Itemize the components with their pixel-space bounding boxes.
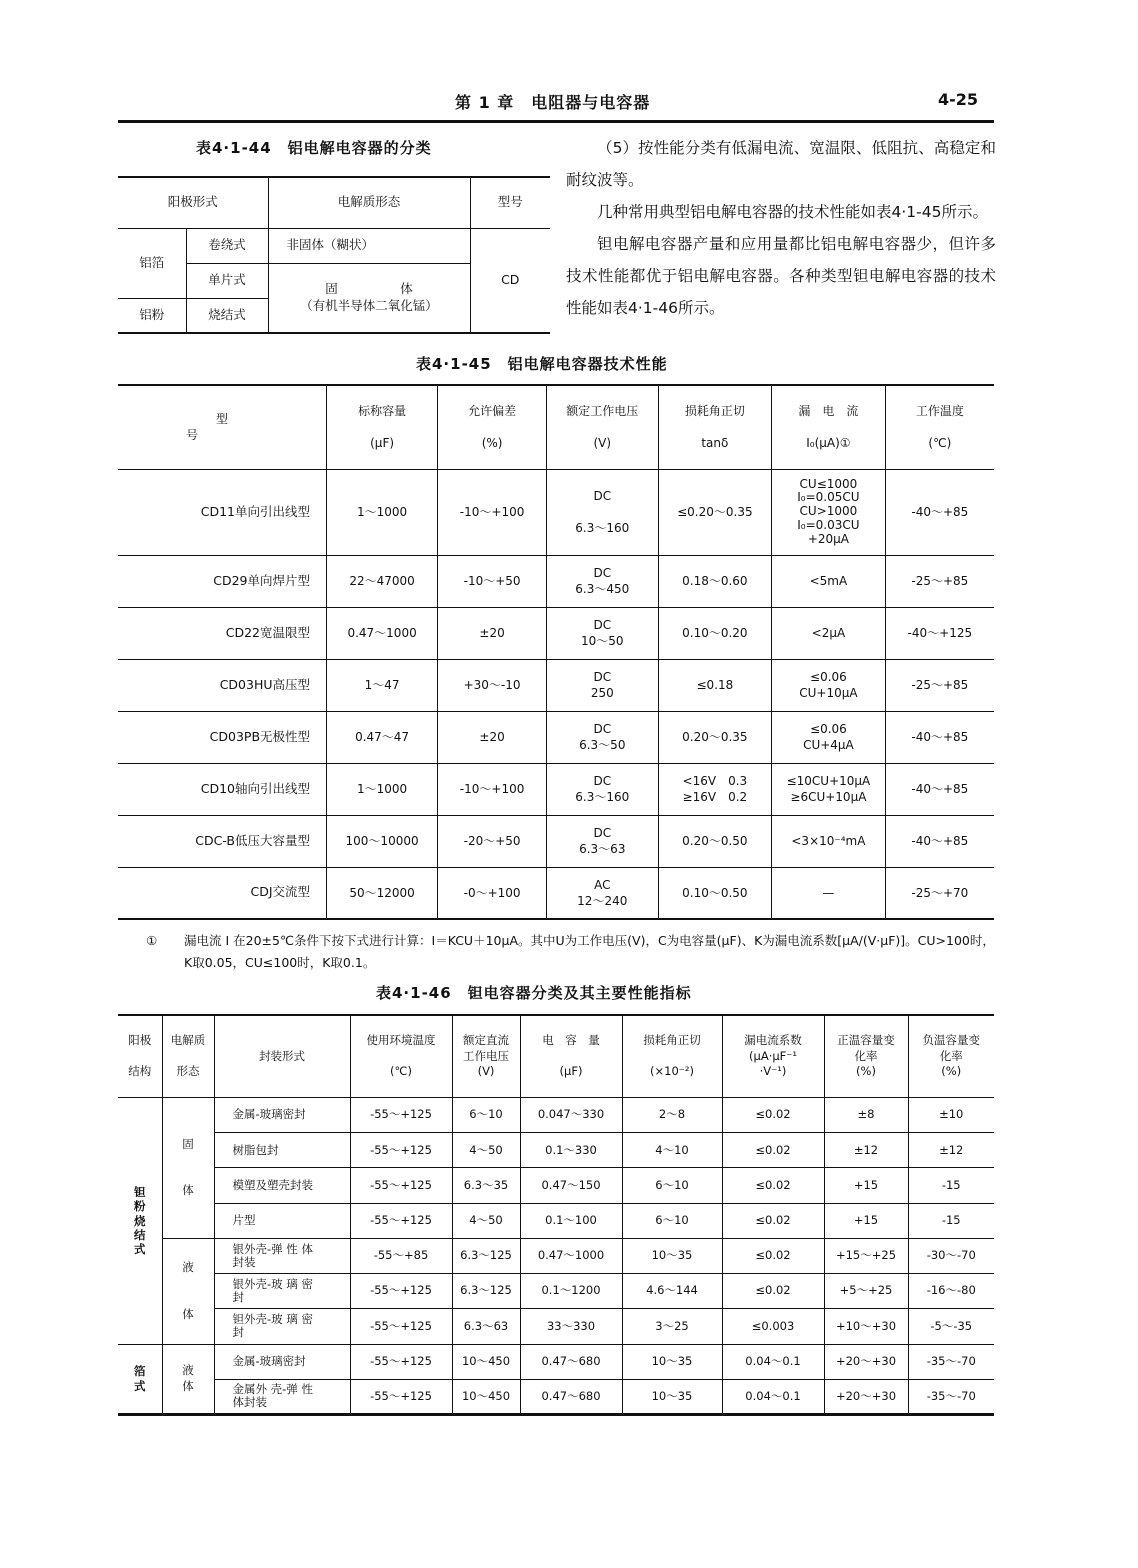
t46-package-cell: 树脂包封: [214, 1133, 350, 1168]
t45-value-cell: <2μA: [772, 607, 885, 659]
t46-value-cell: 0.47～1000: [520, 1238, 622, 1273]
t45-value-cell: —: [772, 867, 885, 919]
t46-value-cell: 6～10: [622, 1168, 722, 1203]
t45-value-cell: ±20: [438, 711, 547, 763]
t45-model-cell: CD03HU高压型: [118, 659, 327, 711]
t46-header-cell: 使用环境温度 (℃): [350, 1015, 452, 1098]
t46-value-cell: 10～35: [622, 1238, 722, 1273]
t45-value-cell: DC 10～50: [547, 607, 659, 659]
t46-value-cell: -30～-70: [908, 1238, 994, 1273]
table-46-title: 表4·1-46 钽电容器分类及其主要性能指标: [376, 984, 692, 1002]
table-row: [118, 659, 994, 711]
t46-value-cell: -15: [908, 1203, 994, 1238]
t46-value-cell: 10～450: [452, 1344, 520, 1379]
t45-value-cell: 0.47～47: [327, 711, 438, 763]
t46-header-cell: 封装形式: [214, 1015, 350, 1098]
t45-value-cell: 1～47: [327, 659, 438, 711]
t46-value-cell: 0.047～330: [520, 1098, 622, 1133]
t46-package-cell: 金属外 壳-弹 性 体封装: [214, 1379, 350, 1414]
t46-value-cell: 6～10: [622, 1203, 722, 1238]
table-row: [118, 1379, 994, 1414]
t45-value-cell: -40～+85: [885, 815, 994, 867]
t45-model-cell: CD22宽温限型: [118, 607, 327, 659]
t46-package-cell: 模塑及塑壳封装: [214, 1168, 350, 1203]
table-row: [118, 1168, 994, 1203]
t46-value-cell: -55～+125: [350, 1309, 452, 1344]
t45-value-cell: ≤0.06 CU+10μA: [772, 659, 885, 711]
footnote-mark: ①: [146, 933, 158, 948]
t45-header-cell: 损耗角正切 tanδ: [658, 385, 772, 469]
t46-anode-powder: 钽 粉 烧 结 式: [118, 1098, 162, 1345]
t45-value-cell: ≤0.06 CU+4μA: [772, 711, 885, 763]
table-row: [118, 1098, 994, 1133]
t46-value-cell: 6.3～63: [452, 1309, 520, 1344]
t46-electrolyte-liquid: 液 体: [162, 1238, 214, 1344]
t46-value-cell: 0.1～330: [520, 1133, 622, 1168]
t44-single: 单片式: [186, 263, 268, 298]
t45-value-cell: -20～+50: [438, 815, 547, 867]
t46-value-cell: 4～10: [622, 1133, 722, 1168]
t46-header-cell: 漏电流系数 (μA·μF⁻¹ ·V⁻¹): [722, 1015, 824, 1098]
t46-header-cell: 阳极 结构: [118, 1015, 162, 1098]
t46-value-cell: 33～330: [520, 1309, 622, 1344]
t46-package-cell: 银外壳-玻 璃 密 封: [214, 1274, 350, 1309]
t45-value-cell: -0～+100: [438, 867, 547, 919]
t46-value-cell: ±8: [824, 1098, 908, 1133]
t46-value-cell: 0.47～680: [520, 1344, 622, 1379]
t46-value-cell: -5～-35: [908, 1309, 994, 1344]
table-row: [118, 1309, 994, 1344]
t46-value-cell: +15～+25: [824, 1238, 908, 1273]
t46-package-cell: 钽外壳-玻 璃 密 封: [214, 1309, 350, 1344]
table-44-title: 表4·1-44 铝电解电容器的分类: [196, 139, 432, 157]
t45-value-cell: -40～+85: [885, 711, 994, 763]
t46-value-cell: 2～8: [622, 1098, 722, 1133]
t46-value-cell: -35～-70: [908, 1379, 994, 1414]
t46-electrolyte-liquid: 液 体: [162, 1344, 214, 1414]
table-45: [118, 384, 994, 920]
t45-value-cell: <5mA: [772, 555, 885, 607]
t45-header-cell: 允许偏差 (%): [438, 385, 547, 469]
t46-value-cell: 0.04～0.1: [722, 1344, 824, 1379]
t46-value-cell: -55～+125: [350, 1274, 452, 1309]
t45-value-cell: -10～+50: [438, 555, 547, 607]
t45-value-cell: <3×10⁻⁴mA: [772, 815, 885, 867]
t45-value-cell: 0.20～0.50: [658, 815, 772, 867]
t45-value-cell: ±20: [438, 607, 547, 659]
t46-value-cell: -55～+85: [350, 1238, 452, 1273]
t46-value-cell: 0.47～150: [520, 1168, 622, 1203]
t46-package-cell: 片型: [214, 1203, 350, 1238]
t46-electrolyte-solid: 固 体: [162, 1098, 214, 1239]
page-number: 4-25: [938, 90, 979, 109]
t46-value-cell: 4～50: [452, 1133, 520, 1168]
t45-value-cell: -40～+85: [885, 763, 994, 815]
table-row: [118, 763, 994, 815]
t45-value-cell: DC 6.3～160: [547, 763, 659, 815]
t45-value-cell: -40～+85: [885, 469, 994, 555]
t45-header-cell: 额定工作电压 (V): [547, 385, 659, 469]
t45-value-cell: DC 6.3～50: [547, 711, 659, 763]
table-44: [118, 176, 550, 334]
t46-value-cell: 0.1～100: [520, 1203, 622, 1238]
chapter-header: 第 1 章 电阻器与电容器: [455, 93, 651, 112]
t45-header-cell: 标称容量 (μF): [327, 385, 438, 469]
t46-value-cell: 6.3～35: [452, 1168, 520, 1203]
t46-value-cell: 0.1～1200: [520, 1274, 622, 1309]
paragraph: 钽电解电容器产量和应用量都比铝电解电容器少，但许多技术性能都优于铝电解电容器。各种类型钽电解电容器的技术性能如表4·1-46所示。: [566, 235, 996, 317]
body-text: [566, 132, 996, 324]
t46-value-cell: ≤0.02: [722, 1203, 824, 1238]
t46-value-cell: 6.3～125: [452, 1274, 520, 1309]
t44-foil: 铝箔: [118, 228, 186, 298]
paragraph: 几种常用典型铝电解电容器的技术性能如表4·1-45所示。: [597, 203, 988, 221]
t45-value-cell: 0.47～1000: [327, 607, 438, 659]
t45-value-cell: -25～+70: [885, 867, 994, 919]
t45-value-cell: DC 6.3～160: [547, 469, 659, 555]
t44-wound: 卷绕式: [186, 228, 268, 263]
t44-powder: 铝粉: [118, 298, 186, 333]
table-45-footnote: [146, 930, 996, 974]
t46-value-cell: -55～+125: [350, 1203, 452, 1238]
t45-value-cell: 0.18～0.60: [658, 555, 772, 607]
t46-value-cell: -55～+125: [350, 1168, 452, 1203]
t46-value-cell: 10～450: [452, 1379, 520, 1414]
t45-value-cell: +30～-10: [438, 659, 547, 711]
t46-value-cell: ≤0.02: [722, 1133, 824, 1168]
t46-value-cell: ≤0.02: [722, 1274, 824, 1309]
t45-model-cell: CD10轴向引出线型: [118, 763, 327, 815]
t45-value-cell: 1～1000: [327, 469, 438, 555]
t45-header-cell: 型 号: [118, 385, 327, 469]
table-row: [118, 711, 994, 763]
t45-value-cell: 100～10000: [327, 815, 438, 867]
table-row: [118, 1133, 994, 1168]
footnote-text: 漏电流 I 在20±5℃条件下按下式进行计算：I＝KCU＋10μA。其中U为工作电压(V)，C为电容量(μF)、K为漏电流系数[μA/(V·μF)]。CU>100时，K取0.05，CU≤100时，K取0.1。: [184, 933, 995, 970]
table-row: [118, 1238, 994, 1273]
paragraph: （5）按性能分类有低漏电流、宽温限、低阻抗、高稳定和耐纹波等。: [566, 139, 996, 189]
t46-header-cell: 损耗角正切 (×10⁻²): [622, 1015, 722, 1098]
table-row: [118, 1274, 994, 1309]
t45-value-cell: -25～+85: [885, 555, 994, 607]
t45-header-cell: 漏 电 流 I₀(μA)①: [772, 385, 885, 469]
t46-package-cell: 银外壳-弹 性 体 封装: [214, 1238, 350, 1273]
t46-value-cell: -55～+125: [350, 1379, 452, 1414]
t46-value-cell: +15: [824, 1203, 908, 1238]
t46-value-cell: ±10: [908, 1098, 994, 1133]
t46-value-cell: -35～-70: [908, 1344, 994, 1379]
t44-header-electrolyte: 电解质形态: [268, 177, 470, 228]
t46-value-cell: 6.3～125: [452, 1238, 520, 1273]
t45-header-row: [118, 385, 994, 469]
table-row: [118, 607, 994, 659]
t46-value-cell: 10～35: [622, 1379, 722, 1414]
t45-model-cell: CD03PB无极性型: [118, 711, 327, 763]
t45-value-cell: DC 6.3～63: [547, 815, 659, 867]
t46-header-cell: 正温容量变 化率 (%): [824, 1015, 908, 1098]
t45-value-cell: 50～12000: [327, 867, 438, 919]
t46-value-cell: +5～+25: [824, 1274, 908, 1309]
t44-model-cd: CD: [470, 228, 550, 333]
t46-value-cell: +15: [824, 1168, 908, 1203]
t46-header-cell: 额定直流 工作电压 (V): [452, 1015, 520, 1098]
t46-value-cell: ≤0.02: [722, 1168, 824, 1203]
t46-value-cell: ≤0.003: [722, 1309, 824, 1344]
t45-value-cell: <16V 0.3 ≥16V 0.2: [658, 763, 772, 815]
table-row: [118, 469, 994, 555]
table-row: [118, 1344, 994, 1379]
t46-value-cell: +10～+30: [824, 1309, 908, 1344]
t46-value-cell: ±12: [824, 1133, 908, 1168]
t45-value-cell: CU≤1000 I₀=0.05CU CU>1000 I₀=0.03CU +20μA: [772, 469, 885, 555]
t45-value-cell: DC 6.3～450: [547, 555, 659, 607]
t45-value-cell: 0.20～0.35: [658, 711, 772, 763]
t45-value-cell: -10～+100: [438, 763, 547, 815]
t45-header-cell: 工作温度 (℃): [885, 385, 994, 469]
t46-value-cell: -55～+125: [350, 1344, 452, 1379]
t45-value-cell: ≤0.20～0.35: [658, 469, 772, 555]
table-row: [118, 867, 994, 919]
t44-solid: 固 体 （有机半导体二氧化锰）: [268, 263, 470, 333]
t46-anode-foil: 箔 式: [118, 1344, 162, 1414]
t46-value-cell: +20～+30: [824, 1344, 908, 1379]
t46-header-row: [118, 1015, 994, 1098]
t45-value-cell: DC 250: [547, 659, 659, 711]
t45-value-cell: 22～47000: [327, 555, 438, 607]
t45-model-cell: CDJ交流型: [118, 867, 327, 919]
t45-value-cell: -40～+125: [885, 607, 994, 659]
t44-sintered: 烧结式: [186, 298, 268, 333]
t46-value-cell: -16～-80: [908, 1274, 994, 1309]
t45-value-cell: ≤10CU+10μA ≥6CU+10μA: [772, 763, 885, 815]
t45-value-cell: -25～+85: [885, 659, 994, 711]
t45-value-cell: ≤0.18: [658, 659, 772, 711]
table-45-title: 表4·1-45 铝电解电容器技术性能: [416, 355, 668, 373]
t46-value-cell: 0.47～680: [520, 1379, 622, 1414]
t46-header-cell: 负温容量变 化率 (%): [908, 1015, 994, 1098]
table-row: [118, 555, 994, 607]
t44-nonsolid: 非固体（糊状）: [268, 228, 470, 263]
t45-model-cell: CD11单向引出线型: [118, 469, 327, 555]
table-row: [118, 1203, 994, 1238]
t46-value-cell: ±12: [908, 1133, 994, 1168]
t46-header-cell: 电 容 量 (μF): [520, 1015, 622, 1098]
t44-header-anode: 阳极形式: [118, 177, 268, 228]
t45-value-cell: AC 12～240: [547, 867, 659, 919]
t46-value-cell: 0.04～0.1: [722, 1379, 824, 1414]
t46-value-cell: ≤0.02: [722, 1238, 824, 1273]
t46-value-cell: -15: [908, 1168, 994, 1203]
t45-value-cell: 0.10～0.20: [658, 607, 772, 659]
t46-value-cell: -55～+125: [350, 1133, 452, 1168]
t46-value-cell: ≤0.02: [722, 1098, 824, 1133]
t45-model-cell: CD29单向焊片型: [118, 555, 327, 607]
t44-header-model: 型号: [470, 177, 550, 228]
t46-package-cell: 金属-玻璃密封: [214, 1344, 350, 1379]
t46-value-cell: 4～50: [452, 1203, 520, 1238]
t46-value-cell: 10～35: [622, 1344, 722, 1379]
t46-value-cell: +20～+30: [824, 1379, 908, 1414]
table-46: [118, 1014, 994, 1416]
t45-value-cell: 0.10～0.50: [658, 867, 772, 919]
t46-value-cell: 6～10: [452, 1098, 520, 1133]
t46-header-cell: 电解质 形态: [162, 1015, 214, 1098]
t46-value-cell: 4.6～144: [622, 1274, 722, 1309]
t46-value-cell: 3～25: [622, 1309, 722, 1344]
t45-value-cell: -10～+100: [438, 469, 547, 555]
header-rule: [118, 120, 994, 123]
t45-model-cell: CDC-B低压大容量型: [118, 815, 327, 867]
t46-value-cell: -55～+125: [350, 1098, 452, 1133]
t45-value-cell: 1～1000: [327, 763, 438, 815]
t46-package-cell: 金属-玻璃密封: [214, 1098, 350, 1133]
table-row: [118, 815, 994, 867]
